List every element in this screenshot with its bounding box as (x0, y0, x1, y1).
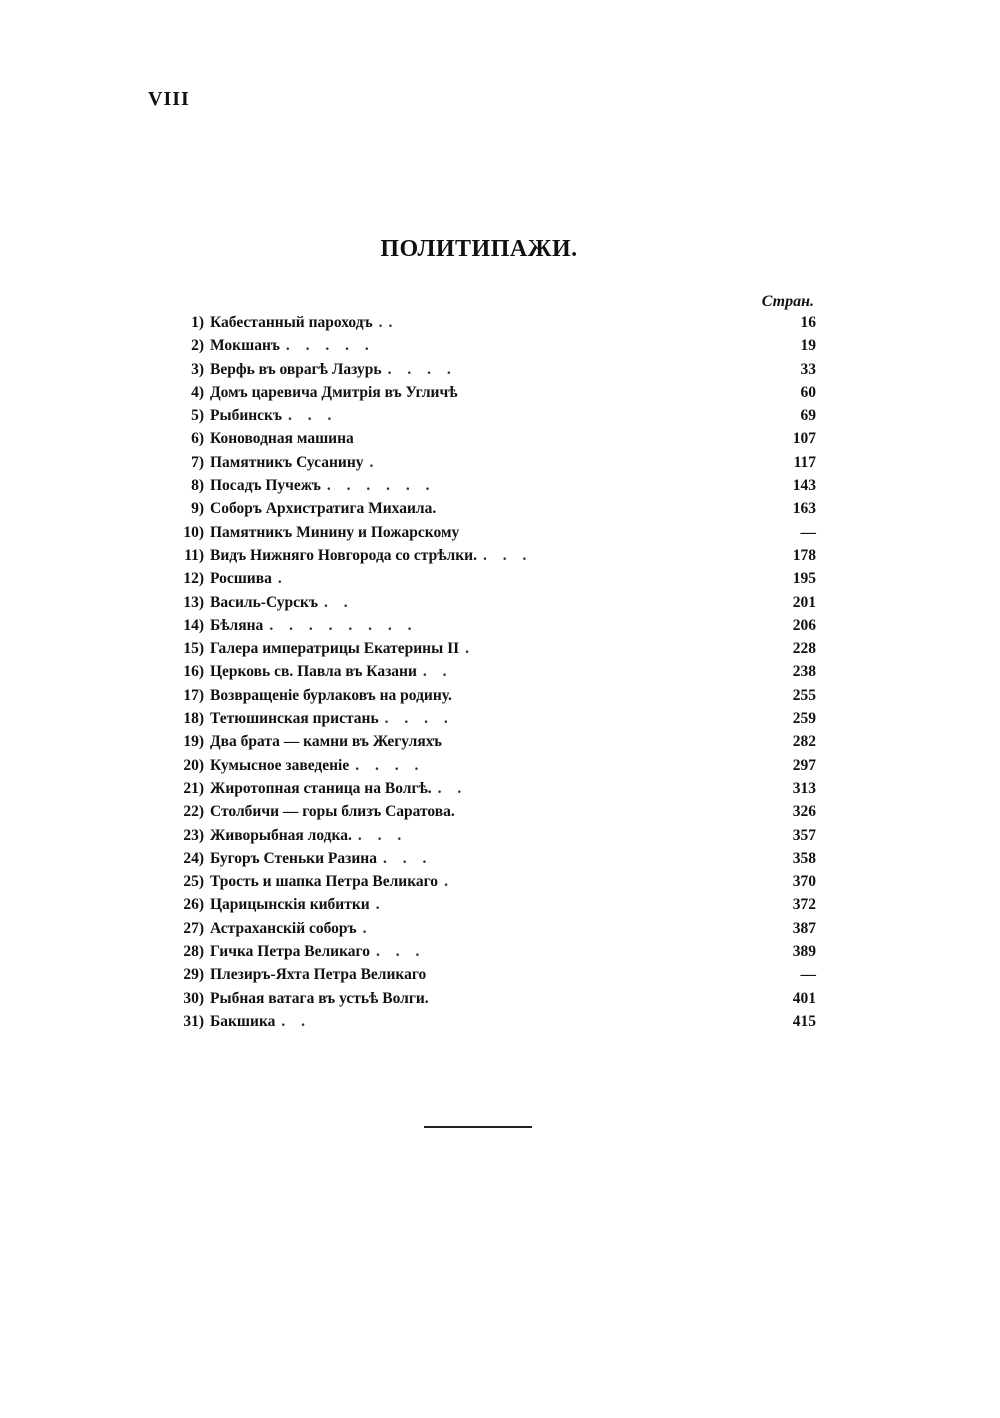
entry-page: 178 (792, 546, 816, 564)
entry-number: 5) (191, 407, 204, 425)
list-item (160, 407, 816, 430)
entry-number: 18) (183, 710, 204, 728)
page-column-header: Стран. (761, 293, 814, 310)
entry-page: 358 (792, 849, 816, 867)
list-item (160, 757, 816, 780)
entry-leader: . . . . . . . . (269, 616, 418, 634)
list-item (160, 570, 816, 593)
entry-number: 4) (191, 383, 204, 401)
entry-title: Рыбинскъ (210, 407, 283, 425)
entry-number: 11) (184, 546, 204, 564)
list-item (160, 920, 816, 943)
entry-leader: . (369, 453, 380, 471)
entry-number: 28) (183, 943, 204, 961)
entry-title: Столбичи — горы близъ Саратова. (210, 803, 455, 821)
entry-number: 23) (183, 826, 204, 844)
entry-page: 143 (792, 477, 816, 495)
entry-leader: . (444, 873, 454, 891)
entry-page: 206 (792, 616, 816, 634)
closing-rule (424, 1126, 532, 1128)
entry-leader: . . . (288, 407, 338, 425)
entry-page: 372 (792, 896, 816, 914)
entry-number: 25) (183, 873, 204, 891)
entry-title: Два брата — камни въ Жегуляхъ (210, 733, 442, 751)
list-item (160, 384, 816, 407)
entry-page: 228 (792, 640, 816, 658)
entry-page: 19 (800, 337, 816, 355)
entry-leader: . . (323, 593, 354, 611)
list-item (160, 943, 816, 966)
list-item (160, 827, 816, 850)
entry-leader: . . (281, 1012, 312, 1030)
illustration-list (160, 314, 816, 1036)
entry-leader: . . (422, 663, 453, 681)
entry-title: Рыбная ватага въ устьѣ Волги. (210, 989, 429, 1007)
entry-leader: . . . . (355, 756, 425, 774)
list-item (160, 733, 816, 756)
entry-title: Бугоръ Стеньки Разина (210, 849, 377, 867)
entry-leader: . . . (382, 849, 433, 867)
entry-page: 255 (792, 686, 816, 704)
entry-number: 1) (191, 314, 204, 331)
entry-page: 259 (792, 710, 816, 728)
entry-page: 16 (800, 314, 816, 331)
entry-page: 326 (792, 803, 816, 821)
list-item (160, 990, 816, 1013)
entry-page: 370 (792, 873, 816, 891)
entry-leader: . (465, 640, 476, 658)
list-item (160, 896, 816, 919)
entry-number: 6) (191, 430, 204, 448)
list-item (160, 687, 816, 710)
entry-page: 389 (792, 943, 816, 961)
entry-page: 415 (792, 1012, 816, 1030)
entry-title: Царицынскія кибитки (210, 896, 370, 914)
entry-title: Бѣляна (210, 616, 264, 634)
list-item (160, 803, 816, 826)
entry-number: 27) (183, 919, 204, 937)
entry-leader: . (277, 570, 288, 588)
entry-page: 401 (792, 989, 816, 1007)
list-item (160, 314, 816, 337)
entry-number: 24) (183, 849, 204, 867)
entry-title: Астраханскій соборъ (210, 919, 357, 937)
entry-page: 60 (800, 383, 816, 401)
entry-page: 201 (792, 593, 816, 611)
entry-title: Росшива (210, 570, 272, 588)
list-item (160, 430, 816, 453)
entry-leader: . . . (357, 826, 408, 844)
list-item (160, 500, 816, 523)
entry-number: 15) (183, 640, 204, 658)
entry-leader: . (375, 896, 386, 914)
entry-leader: . . . (375, 943, 426, 961)
entry-title: Жиротопная станица на Волгѣ. (210, 779, 432, 797)
list-item (160, 337, 816, 360)
entry-leader: . . . . (384, 710, 454, 728)
section-title: ПОЛИТИПАЖИ. (380, 236, 578, 262)
list-item (160, 477, 816, 500)
entry-page: 238 (792, 663, 816, 681)
list-item (160, 1013, 816, 1036)
list-item (160, 594, 816, 617)
entry-title: Мокшанъ (210, 337, 280, 355)
entry-title: Посадъ Пучежъ (210, 477, 321, 495)
entry-number: 13) (183, 593, 204, 611)
entry-number: 17) (183, 686, 204, 704)
entry-title: Соборъ Архистратига Михаила. (210, 500, 437, 518)
entry-number: 26) (183, 896, 204, 914)
entry-title: Домъ царевича Дмитрія въ Угличѣ (210, 383, 458, 401)
entry-leader: . . . . (387, 360, 457, 378)
list-item (160, 454, 816, 477)
entry-number: 19) (183, 733, 204, 751)
entry-page: 163 (792, 500, 816, 518)
entry-page: 107 (792, 430, 816, 448)
entry-title: Памятникъ Сусанину (210, 453, 364, 471)
entry-page: 357 (792, 826, 816, 844)
entry-title: Василь-Сурскъ (210, 593, 318, 611)
entry-title: Видъ Нижняго Новгорода со стрѣлки. (210, 546, 477, 564)
entry-title: Тетюшинская пристань (210, 710, 379, 728)
entry-page: 69 (800, 407, 816, 425)
entry-title: Галера императрицы Екатерины II (210, 640, 460, 658)
entry-page: 313 (792, 779, 816, 797)
entry-number: 29) (183, 966, 204, 984)
list-item (160, 617, 816, 640)
entry-number: 22) (183, 803, 204, 821)
entry-title: Плезиръ-Яхта Петра Великаго (210, 966, 427, 984)
entry-number: 9) (191, 500, 204, 518)
entry-number: 8) (191, 477, 204, 495)
entry-leader: . . (437, 779, 468, 797)
entry-title: Коноводная машина (210, 430, 354, 448)
entry-leader: .. (378, 314, 399, 331)
entry-number: 30) (183, 989, 204, 1007)
entry-page: 195 (792, 570, 816, 588)
entry-number: 2) (191, 337, 204, 355)
entry-page: 117 (793, 453, 816, 471)
entry-number: 7) (191, 453, 204, 471)
list-item (160, 640, 816, 663)
list-item (160, 663, 816, 686)
entry-title: Кумысное заведеніе (210, 756, 350, 774)
entry-title: Бакшика (210, 1012, 276, 1030)
entry-number: 10) (183, 523, 204, 541)
entry-page: — (800, 966, 816, 984)
entry-number: 12) (183, 570, 204, 588)
entry-page: 387 (792, 919, 816, 937)
entry-number: 14) (183, 616, 204, 634)
entry-leader: . (362, 919, 373, 937)
entry-number: 16) (183, 663, 204, 681)
list-item (160, 547, 816, 570)
entry-title: Кабестанный пароходъ (210, 314, 373, 331)
entry-title: Памятникъ Минину и Пожарскому (210, 523, 460, 541)
entry-page: — (800, 523, 816, 541)
entry-title: Трость и шапка Петра Великаго (210, 873, 439, 891)
entry-title: Гичка Петра Великаго (210, 943, 370, 961)
entry-page: 33 (800, 360, 816, 378)
entry-page: 297 (792, 756, 816, 774)
entry-title: Живорыбная лодка. (210, 826, 352, 844)
entry-page: 282 (792, 733, 816, 751)
list-item (160, 850, 816, 873)
entry-number: 3) (191, 360, 204, 378)
entry-number: 31) (183, 1012, 204, 1030)
page-number: VIII (148, 88, 190, 110)
entry-title: Верфь въ оврагѣ Лазурь (210, 360, 382, 378)
list-item (160, 710, 816, 733)
entry-leader: . . . . . (285, 337, 375, 355)
list-item (160, 966, 816, 989)
entry-title: Возвращеніе бурлаковъ на родину. (210, 686, 452, 704)
list-item (160, 361, 816, 384)
entry-leader: . . . . . . (326, 477, 436, 495)
entry-number: 20) (183, 756, 204, 774)
entry-title: Церковь св. Павла въ Казани (210, 663, 417, 681)
entry-leader: . . . (482, 546, 533, 564)
list-item (160, 873, 816, 896)
list-item (160, 524, 816, 547)
entry-number: 21) (183, 779, 204, 797)
list-item (160, 780, 816, 803)
